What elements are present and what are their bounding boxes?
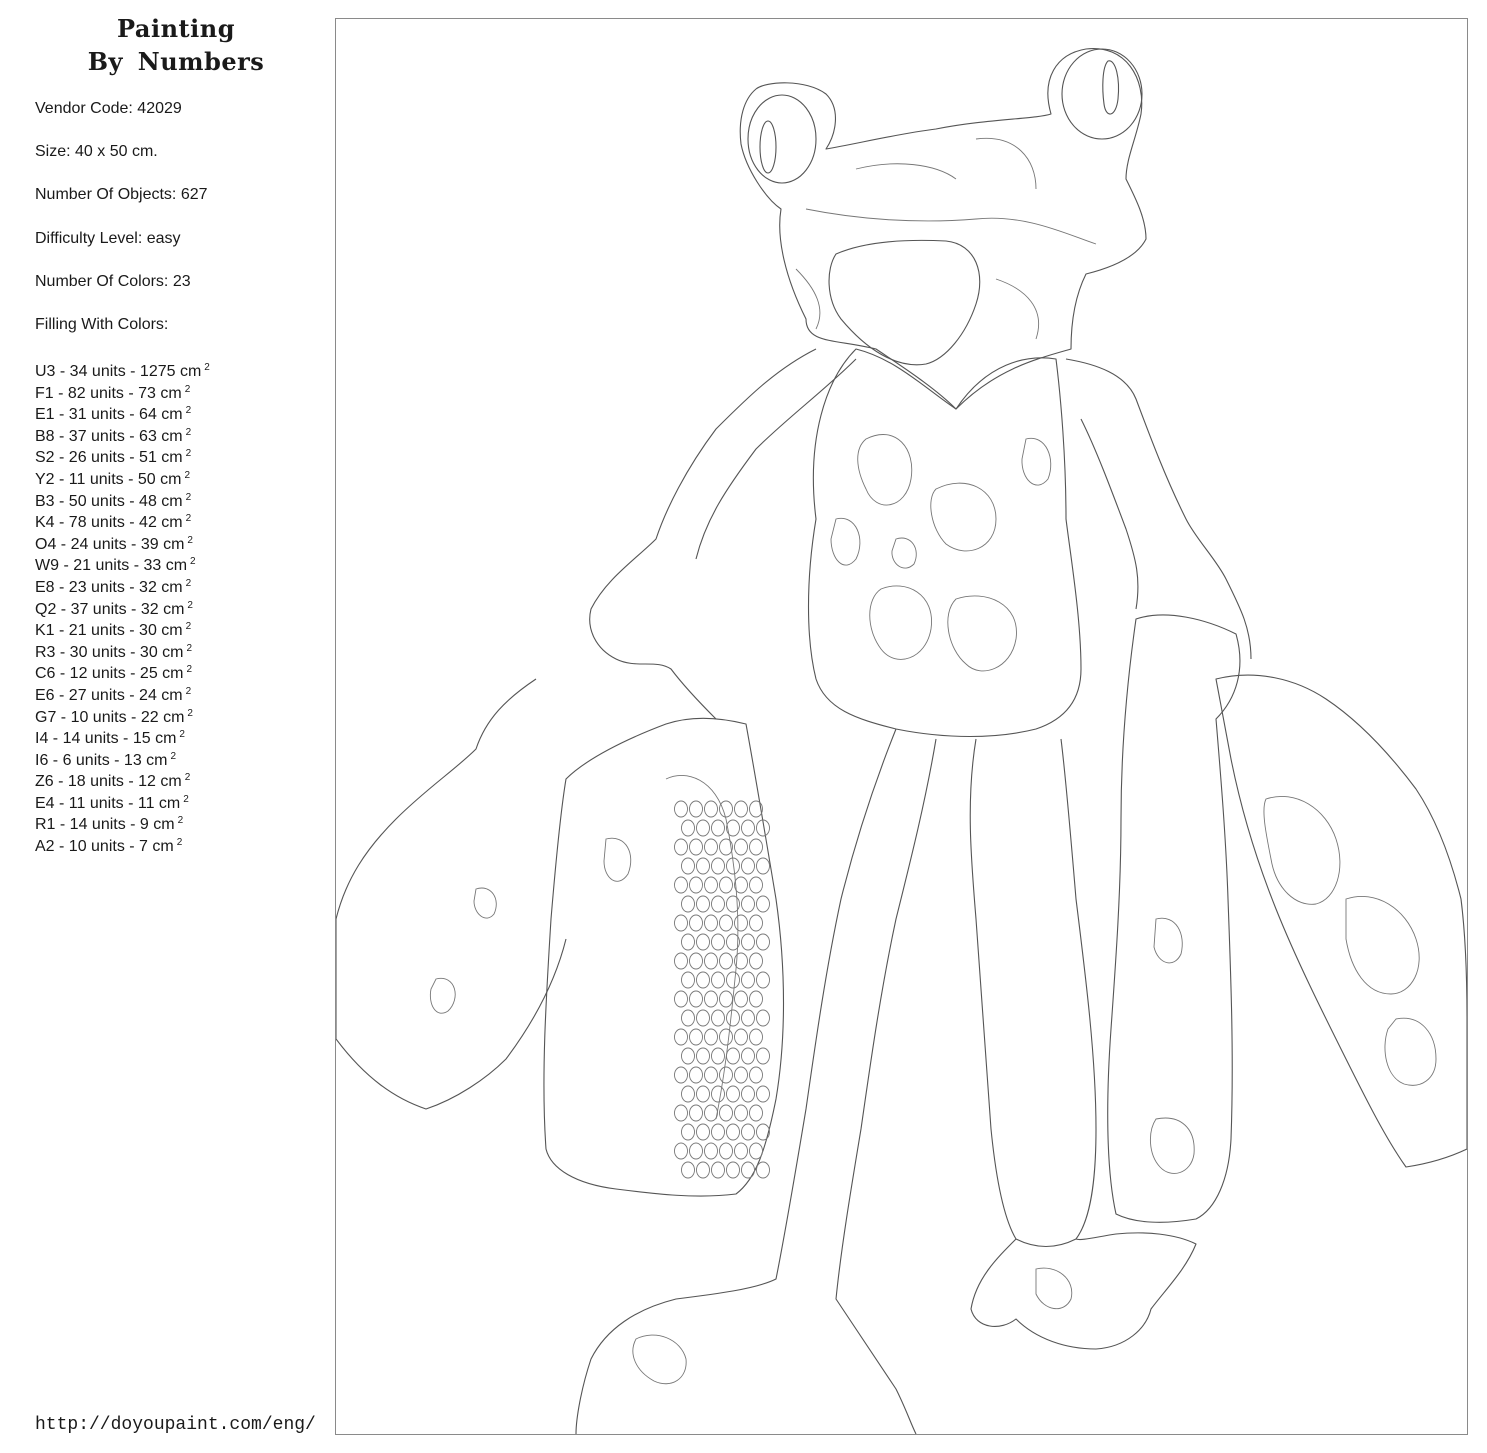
pebble-shape bbox=[697, 934, 710, 950]
pebble-shape bbox=[697, 972, 710, 988]
pebble-shape bbox=[742, 1124, 755, 1140]
pebble-shape bbox=[712, 896, 725, 912]
color-fill-text: E4 - 11 units - 11 cm bbox=[35, 794, 181, 812]
pebble-shape bbox=[742, 972, 755, 988]
difficulty-level: Difficulty Level: easy bbox=[35, 229, 181, 247]
pebble-shape bbox=[682, 896, 695, 912]
color-fill-text: O4 - 24 units - 39 cm bbox=[35, 535, 185, 553]
color-fill-text: B8 - 37 units - 63 cm bbox=[35, 427, 183, 445]
pebble-shape bbox=[720, 953, 733, 969]
color-fill-row bbox=[35, 379, 210, 401]
pebble-shape bbox=[690, 915, 703, 931]
unit-superscript: 2 bbox=[185, 513, 192, 525]
color-fill-row bbox=[35, 573, 210, 595]
pebble-shape bbox=[705, 1143, 718, 1159]
pebble-shape bbox=[675, 991, 688, 1007]
pebble-shape bbox=[720, 1067, 733, 1083]
info-sidebar bbox=[0, 0, 320, 1453]
pebble-shape bbox=[675, 801, 688, 817]
pebble-shape bbox=[742, 820, 755, 836]
color-fill-row bbox=[35, 810, 210, 832]
right-arm-bag-outline bbox=[1066, 359, 1467, 1222]
unit-superscript: 2 bbox=[185, 405, 192, 417]
pebble-shape bbox=[757, 1086, 770, 1102]
pebble-shape bbox=[735, 1143, 748, 1159]
unit-superscript: 2 bbox=[190, 556, 196, 568]
pebble-shape bbox=[682, 972, 695, 988]
color-fill-row bbox=[35, 357, 210, 379]
color-fill-row bbox=[35, 400, 210, 422]
pebble-shape bbox=[697, 1048, 710, 1064]
color-fill-text: I6 - 6 units - 13 cm bbox=[35, 751, 168, 769]
pebble-shape bbox=[697, 1124, 710, 1140]
pebble-shape bbox=[682, 1124, 695, 1140]
unit-superscript: 2 bbox=[185, 448, 192, 460]
pebble-shape bbox=[712, 858, 725, 874]
unit-superscript: 2 bbox=[187, 534, 193, 546]
frog-legs-outline bbox=[576, 729, 1196, 1434]
color-fill-text: E8 - 23 units - 32 cm bbox=[35, 578, 183, 596]
pebble-shape bbox=[750, 1143, 763, 1159]
color-fill-text: B3 - 50 units - 48 cm bbox=[35, 492, 183, 510]
unit-superscript: 2 bbox=[186, 664, 193, 676]
pebble-shape bbox=[675, 877, 688, 893]
pebble-shape bbox=[727, 1010, 740, 1026]
pebble-shape bbox=[712, 1048, 725, 1064]
pebble-shape bbox=[735, 1029, 748, 1045]
color-fill-row bbox=[35, 443, 210, 465]
pebble-shape bbox=[750, 915, 763, 931]
pebble-shape bbox=[757, 1048, 770, 1064]
pebble-shape bbox=[750, 877, 763, 893]
pebble-shape bbox=[690, 801, 703, 817]
color-fill-row bbox=[35, 767, 210, 789]
site-link[interactable]: http://doyoupaint.com/eng/ bbox=[35, 1415, 316, 1435]
pebble-shape bbox=[750, 953, 763, 969]
pebble-shape bbox=[712, 1010, 725, 1026]
pebble-shape bbox=[712, 972, 725, 988]
unit-superscript: 2 bbox=[184, 772, 191, 784]
color-fill-text: E6 - 27 units - 24 cm bbox=[35, 686, 183, 704]
pebble-shape bbox=[682, 858, 695, 874]
color-fill-row bbox=[35, 487, 210, 509]
pebble-shape bbox=[757, 934, 770, 950]
pebble-shape bbox=[705, 991, 718, 1007]
frog-body-outline bbox=[809, 349, 1082, 737]
color-fill-row bbox=[35, 616, 210, 638]
unit-superscript: 2 bbox=[185, 426, 192, 438]
pebble-shape bbox=[757, 896, 770, 912]
color-fill-row bbox=[35, 551, 210, 573]
pebble-shape bbox=[720, 915, 733, 931]
unit-superscript: 2 bbox=[170, 750, 177, 762]
pebble-shape bbox=[735, 877, 748, 893]
pebble-shape bbox=[727, 972, 740, 988]
pebble-shape bbox=[735, 1067, 748, 1083]
pebble-shape bbox=[757, 972, 770, 988]
pebble-shape bbox=[690, 1105, 703, 1121]
color-fill-row bbox=[35, 681, 210, 703]
pebble-shape bbox=[720, 1029, 733, 1045]
pebble-shape bbox=[705, 1067, 718, 1083]
pebble-shape bbox=[750, 1029, 763, 1045]
pebble-shape bbox=[690, 953, 703, 969]
pebble-shape bbox=[697, 896, 710, 912]
pebble-shape bbox=[727, 1162, 740, 1178]
coloring-canvas bbox=[335, 18, 1468, 1435]
color-fill-text: W9 - 21 units - 33 cm bbox=[35, 557, 188, 575]
pebble-shape bbox=[720, 801, 733, 817]
pebble-shape bbox=[682, 1162, 695, 1178]
unit-superscript: 2 bbox=[177, 815, 184, 827]
pebble-shape bbox=[735, 801, 748, 817]
pebble-shape bbox=[735, 915, 748, 931]
color-fill-text: K1 - 21 units - 30 cm bbox=[35, 622, 183, 640]
pebble-shape bbox=[757, 1162, 770, 1178]
pebble-shape bbox=[675, 839, 688, 855]
unit-superscript: 2 bbox=[185, 491, 192, 503]
objects-count: Number Of Objects: 627 bbox=[35, 186, 208, 204]
frog-head-outline bbox=[740, 49, 1146, 409]
specs-list bbox=[35, 98, 208, 357]
color-fill-row bbox=[35, 659, 210, 681]
pebble-shape bbox=[712, 820, 725, 836]
pebble-shape bbox=[750, 991, 763, 1007]
unit-superscript: 2 bbox=[185, 685, 192, 697]
pebble-shape bbox=[735, 991, 748, 1007]
pebble-shape bbox=[720, 877, 733, 893]
pebble-shape bbox=[690, 1067, 703, 1083]
pebble-shape bbox=[682, 1086, 695, 1102]
color-fill-text: S2 - 26 units - 51 cm bbox=[35, 449, 183, 467]
pebble-shape bbox=[735, 1105, 748, 1121]
color-fill-text: I4 - 14 units - 15 cm bbox=[35, 730, 177, 748]
title-line-1: Painting bbox=[117, 14, 235, 43]
pebble-shape bbox=[675, 1143, 688, 1159]
title-line-2: By Numbers bbox=[87, 47, 265, 76]
pebble-shape bbox=[690, 839, 703, 855]
pebble-shape bbox=[675, 1067, 688, 1083]
pebble-shape bbox=[727, 820, 740, 836]
colors-count: Number Of Colors: 23 bbox=[35, 272, 191, 290]
pebble-shape bbox=[727, 1086, 740, 1102]
pebble-shape bbox=[742, 1010, 755, 1026]
pebble-shape bbox=[750, 1105, 763, 1121]
pebble-shape bbox=[705, 915, 718, 931]
pebble-shape bbox=[712, 934, 725, 950]
pebble-shape bbox=[712, 1162, 725, 1178]
unit-superscript: 2 bbox=[179, 729, 185, 741]
color-fill-row bbox=[35, 638, 210, 660]
pebble-shape bbox=[720, 1143, 733, 1159]
color-fill-row bbox=[35, 530, 210, 552]
left-arm-bag-outline bbox=[336, 349, 856, 1196]
pebble-shape bbox=[742, 934, 755, 950]
color-fill-row bbox=[35, 703, 210, 725]
pebble-shape bbox=[682, 1010, 695, 1026]
pebble-shape bbox=[712, 1086, 725, 1102]
pebble-shape bbox=[697, 858, 710, 874]
pebble-shape bbox=[705, 877, 718, 893]
color-fill-text: Z6 - 18 units - 12 cm bbox=[35, 773, 182, 791]
color-fill-text: A2 - 10 units - 7 cm bbox=[35, 838, 174, 856]
pebble-shape bbox=[705, 953, 718, 969]
pebble-shape bbox=[735, 839, 748, 855]
pebble-shape bbox=[742, 858, 755, 874]
color-fill-text: R3 - 30 units - 30 cm bbox=[35, 643, 184, 661]
color-fill-row bbox=[35, 508, 210, 530]
filling-heading: Filling With Colors: bbox=[35, 315, 169, 333]
pebble-shape bbox=[727, 1048, 740, 1064]
pebble-shape bbox=[697, 1162, 710, 1178]
pebble-shape bbox=[690, 991, 703, 1007]
pebble-shape bbox=[757, 1124, 770, 1140]
unit-superscript: 2 bbox=[184, 469, 190, 481]
color-fill-text: F1 - 82 units - 73 cm bbox=[35, 384, 182, 402]
bag-pebble-texture bbox=[675, 801, 770, 1178]
pebble-shape bbox=[757, 858, 770, 874]
pebble-shape bbox=[720, 991, 733, 1007]
pebble-shape bbox=[675, 915, 688, 931]
pebble-shape bbox=[690, 1029, 703, 1045]
pebble-shape bbox=[742, 896, 755, 912]
pebble-shape bbox=[750, 839, 763, 855]
vendor-code: Vendor Code: 42029 bbox=[35, 100, 182, 117]
frog-line-art bbox=[336, 19, 1467, 1434]
pebble-shape bbox=[675, 953, 688, 969]
unit-superscript: 2 bbox=[204, 362, 210, 373]
color-fill-text: E1 - 31 units - 64 cm bbox=[35, 406, 183, 424]
pebble-shape bbox=[682, 1048, 695, 1064]
color-fill-text: G7 - 10 units - 22 cm bbox=[35, 708, 185, 726]
color-fill-row bbox=[35, 746, 210, 768]
pebble-shape bbox=[690, 1143, 703, 1159]
pebble-shape bbox=[705, 1105, 718, 1121]
color-fill-text: U3 - 34 units - 1275 cm bbox=[35, 363, 202, 380]
color-fill-text: K4 - 78 units - 42 cm bbox=[35, 514, 183, 532]
pebble-shape bbox=[705, 801, 718, 817]
pebble-shape bbox=[705, 839, 718, 855]
pebble-shape bbox=[675, 1105, 688, 1121]
color-fill-text: Y2 - 11 units - 50 cm bbox=[35, 470, 182, 488]
unit-superscript: 2 bbox=[187, 707, 193, 719]
color-fill-list bbox=[35, 357, 210, 854]
pebble-shape bbox=[757, 1010, 770, 1026]
pebble-shape bbox=[727, 1124, 740, 1140]
unit-superscript: 2 bbox=[184, 383, 191, 395]
pebble-shape bbox=[690, 877, 703, 893]
pebble-shape bbox=[705, 1029, 718, 1045]
pebble-shape bbox=[742, 1162, 755, 1178]
color-fill-text: C6 - 12 units - 25 cm bbox=[35, 665, 184, 683]
pebble-shape bbox=[720, 1105, 733, 1121]
color-fill-row bbox=[35, 422, 210, 444]
pebble-shape bbox=[697, 1010, 710, 1026]
color-fill-text: R1 - 14 units - 9 cm bbox=[35, 816, 175, 834]
pebble-shape bbox=[675, 1029, 688, 1045]
pebble-shape bbox=[742, 1048, 755, 1064]
color-fill-row bbox=[35, 465, 210, 487]
pebble-shape bbox=[712, 1124, 725, 1140]
unit-superscript: 2 bbox=[176, 837, 183, 849]
unit-superscript: 2 bbox=[185, 577, 192, 589]
pebble-shape bbox=[682, 820, 695, 836]
unit-superscript: 2 bbox=[187, 599, 193, 611]
color-fill-row bbox=[35, 789, 210, 811]
canvas-size: Size: 40 x 50 cm. bbox=[35, 143, 158, 161]
color-fill-row bbox=[35, 832, 210, 854]
pebble-shape bbox=[682, 934, 695, 950]
pebble-shape bbox=[750, 1067, 763, 1083]
color-fill-text: Q2 - 37 units - 32 cm bbox=[35, 600, 185, 618]
pebble-shape bbox=[697, 1086, 710, 1102]
unit-superscript: 2 bbox=[183, 793, 189, 805]
pebble-shape bbox=[697, 820, 710, 836]
unit-superscript: 2 bbox=[185, 621, 192, 633]
unit-superscript: 2 bbox=[186, 642, 193, 654]
pebble-shape bbox=[742, 1086, 755, 1102]
color-fill-row bbox=[35, 595, 210, 617]
page-title bbox=[60, 12, 292, 78]
pebble-shape bbox=[720, 839, 733, 855]
color-fill-row bbox=[35, 724, 210, 746]
